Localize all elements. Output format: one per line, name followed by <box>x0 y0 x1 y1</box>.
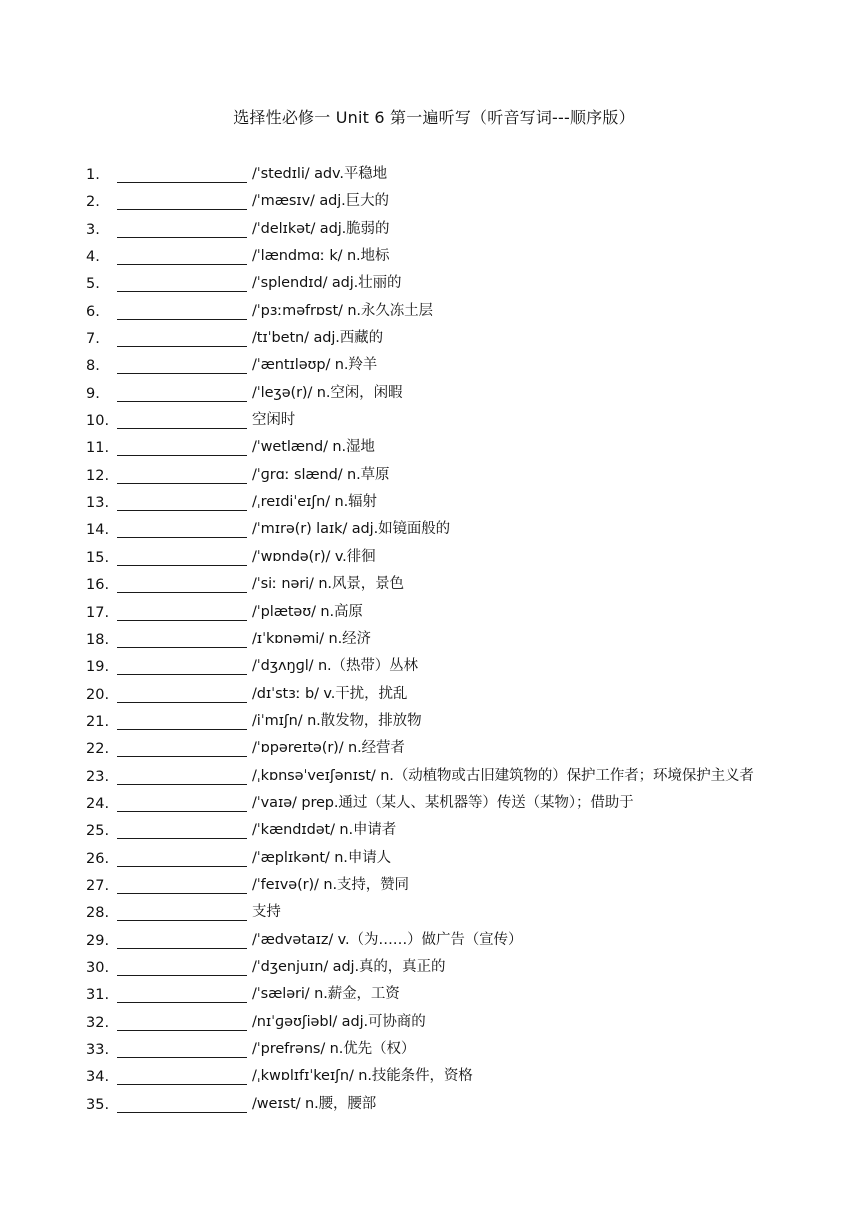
item-number: 18. <box>86 631 110 648</box>
item-definition: /ˈsplendɪd/ adj.壮丽的 <box>252 275 402 292</box>
answer-blank[interactable] <box>117 702 247 703</box>
item-definition: /ˈfeɪvə(r)/ n.支持，赞同 <box>252 876 409 893</box>
list-item <box>0 818 868 845</box>
list-item <box>0 545 868 572</box>
list-item <box>0 1037 868 1064</box>
item-definition: /ˈɡrɑː slænd/ n.草原 <box>252 466 390 483</box>
item-number: 19. <box>86 659 110 676</box>
item-number: 7. <box>86 331 100 348</box>
item-number: 28. <box>86 905 110 922</box>
item-definition: /nɪˈɡəʊʃiəbl/ adj.可协商的 <box>252 1013 426 1030</box>
answer-blank[interactable] <box>117 483 247 484</box>
list-item <box>0 572 868 599</box>
answer-blank[interactable] <box>117 592 247 593</box>
answer-blank[interactable] <box>117 1030 247 1031</box>
answer-blank[interactable] <box>117 182 247 183</box>
list-item <box>0 408 868 435</box>
item-definition: /ˈɒpəreɪtə(r)/ n.经营者 <box>252 740 405 757</box>
list-item <box>0 928 868 955</box>
item-number: 9. <box>86 385 100 402</box>
item-definition: 支持 <box>252 904 281 921</box>
item-number: 16. <box>86 577 110 594</box>
list-item <box>0 846 868 873</box>
list-item <box>0 353 868 380</box>
item-number: 17. <box>86 604 110 621</box>
item-number: 32. <box>86 1014 110 1031</box>
item-number: 4. <box>86 249 100 266</box>
item-number: 14. <box>86 522 110 539</box>
item-number: 15. <box>86 549 110 566</box>
item-definition: /ˌreɪdiˈeɪʃn/ n.辐射 <box>252 494 377 511</box>
item-definition: /tɪˈbetn/ adj.西藏的 <box>252 330 383 347</box>
item-definition: /ˈwɒndə(r)/ v.徘徊 <box>252 548 376 565</box>
answer-blank[interactable] <box>117 537 247 538</box>
list-item <box>0 189 868 216</box>
answer-blank[interactable] <box>117 674 247 675</box>
list-item <box>0 627 868 654</box>
answer-blank[interactable] <box>117 838 247 839</box>
list-item <box>0 1092 868 1119</box>
answer-blank[interactable] <box>117 756 247 757</box>
list-item <box>0 791 868 818</box>
item-definition: /ˈvaɪə/ prep.通过（某人、某机器等）传送（某物）；借助于 <box>252 794 634 811</box>
list-item <box>0 490 868 517</box>
item-number: 2. <box>86 194 100 211</box>
item-definition: /ɪˈkɒnəmi/ n.经济 <box>252 630 371 647</box>
item-number: 13. <box>86 495 110 512</box>
answer-blank[interactable] <box>117 510 247 511</box>
list-item <box>0 326 868 353</box>
answer-blank[interactable] <box>117 428 247 429</box>
item-definition: /ˈmɪrə(r) laɪk/ adj.如镜面般的 <box>252 521 451 538</box>
list-item <box>0 900 868 927</box>
list-item <box>0 517 868 544</box>
list-item <box>0 162 868 189</box>
list-item <box>0 682 868 709</box>
answer-blank[interactable] <box>117 1057 247 1058</box>
item-number: 24. <box>86 795 110 812</box>
answer-blank[interactable] <box>117 291 247 292</box>
item-definition: /ˈmæsɪv/ adj.巨大的 <box>252 193 389 210</box>
answer-blank[interactable] <box>117 565 247 566</box>
item-definition: /ˈæntɪləʊp/ n.羚羊 <box>252 357 378 374</box>
item-number: 35. <box>86 1096 110 1113</box>
answer-blank[interactable] <box>117 319 247 320</box>
item-number: 22. <box>86 741 110 758</box>
list-item <box>0 955 868 982</box>
list-item <box>0 600 868 627</box>
answer-blank[interactable] <box>117 455 247 456</box>
item-number: 20. <box>86 686 110 703</box>
item-definition: /dɪˈstɜː b/ v.干扰，扰乱 <box>252 685 408 702</box>
item-definition: /ˈpɜːməfrɒst/ n.永久冻土层 <box>252 302 433 319</box>
item-number: 6. <box>86 303 100 320</box>
list-item <box>0 654 868 681</box>
vocab-list <box>0 162 868 1119</box>
item-definition: 空闲时 <box>252 412 296 429</box>
item-definition: /ˌkɒnsəˈveɪʃənɪst/ n.（动植物或古旧建筑物的）保护工作者；环境保护主义者 <box>252 767 754 784</box>
list-item <box>0 217 868 244</box>
list-item <box>0 435 868 462</box>
answer-blank[interactable] <box>117 866 247 867</box>
item-number: 8. <box>86 358 100 375</box>
item-definition: /ˌkwɒlɪfɪˈkeɪʃn/ n.技能条件，资格 <box>252 1068 473 1085</box>
item-number: 21. <box>86 713 110 730</box>
item-definition: /ˈæplɪkənt/ n.申请人 <box>252 849 392 866</box>
item-number: 25. <box>86 823 110 840</box>
item-definition: /ˈdʒenjuɪn/ adj.真的，真正的 <box>252 958 446 975</box>
item-definition: /ˈsæləri/ n.薪金，工资 <box>252 986 400 1003</box>
list-item <box>0 709 868 736</box>
item-definition: /ˈplætəʊ/ n.高原 <box>252 603 363 620</box>
list-item <box>0 1010 868 1037</box>
list-item <box>0 873 868 900</box>
answer-blank[interactable] <box>117 1002 247 1003</box>
list-item <box>0 244 868 271</box>
answer-blank[interactable] <box>117 784 247 785</box>
item-number: 27. <box>86 877 110 894</box>
item-definition: /weɪst/ n.腰，腰部 <box>252 1095 377 1112</box>
item-number: 11. <box>86 440 110 457</box>
answer-blank[interactable] <box>117 209 247 210</box>
list-item <box>0 982 868 1009</box>
item-definition: /ˈdʒʌŋɡl/ n.（热带）丛林 <box>252 658 418 675</box>
list-item <box>0 381 868 408</box>
item-definition: /ˈwetlænd/ n.湿地 <box>252 439 375 456</box>
item-number: 23. <box>86 768 110 785</box>
item-definition: /ˈstedɪli/ adv.平稳地 <box>252 166 388 182</box>
item-number: 26. <box>86 850 110 867</box>
page-title: 选择性必修一 Unit 6 第一遍听写（听音写词---顺序版） <box>233 108 635 127</box>
item-number: 12. <box>86 467 110 484</box>
answer-blank[interactable] <box>117 264 247 265</box>
answer-blank[interactable] <box>117 975 247 976</box>
answer-blank[interactable] <box>117 920 247 921</box>
answer-blank[interactable] <box>117 729 247 730</box>
answer-blank[interactable] <box>117 401 247 402</box>
item-number: 1. <box>86 167 100 183</box>
item-definition: /ˈsiː nəri/ n.风景，景色 <box>252 576 404 593</box>
answer-blank[interactable] <box>117 346 247 347</box>
list-item <box>0 764 868 791</box>
item-definition: /ˈprefrəns/ n.优先（权） <box>252 1041 416 1057</box>
answer-blank[interactable] <box>117 948 247 949</box>
answer-blank[interactable] <box>117 1084 247 1085</box>
list-item <box>0 1064 868 1091</box>
item-definition: /ˈædvətaɪz/ v.（为……）做广告（宣传） <box>252 931 523 948</box>
item-definition: /ˈkændɪdət/ n.申请者 <box>252 822 397 839</box>
item-number: 29. <box>86 932 110 949</box>
item-number: 30. <box>86 959 110 976</box>
answer-blank[interactable] <box>117 893 247 894</box>
list-item <box>0 463 868 490</box>
item-definition: /ˈlændmɑː k/ n.地标 <box>252 248 390 265</box>
item-number: 31. <box>86 987 110 1004</box>
item-number: 34. <box>86 1069 110 1086</box>
item-number: 5. <box>86 276 100 293</box>
item-number: 33. <box>86 1042 110 1058</box>
item-definition: /ˈdelɪkət/ adj.脆弱的 <box>252 220 390 237</box>
answer-blank[interactable] <box>117 811 247 812</box>
answer-blank[interactable] <box>117 237 247 238</box>
list-item <box>0 299 868 326</box>
item-number: 3. <box>86 221 100 238</box>
list-item <box>0 736 868 763</box>
item-number: 10. <box>86 413 110 430</box>
answer-blank[interactable] <box>117 620 247 621</box>
answer-blank[interactable] <box>117 1112 247 1113</box>
list-item <box>0 271 868 298</box>
answer-blank[interactable] <box>117 647 247 648</box>
item-definition: /ˈleʒə(r)/ n.空闲，闲暇 <box>252 384 403 401</box>
item-definition: /iˈmɪʃn/ n.散发物，排放物 <box>252 712 422 729</box>
answer-blank[interactable] <box>117 373 247 374</box>
